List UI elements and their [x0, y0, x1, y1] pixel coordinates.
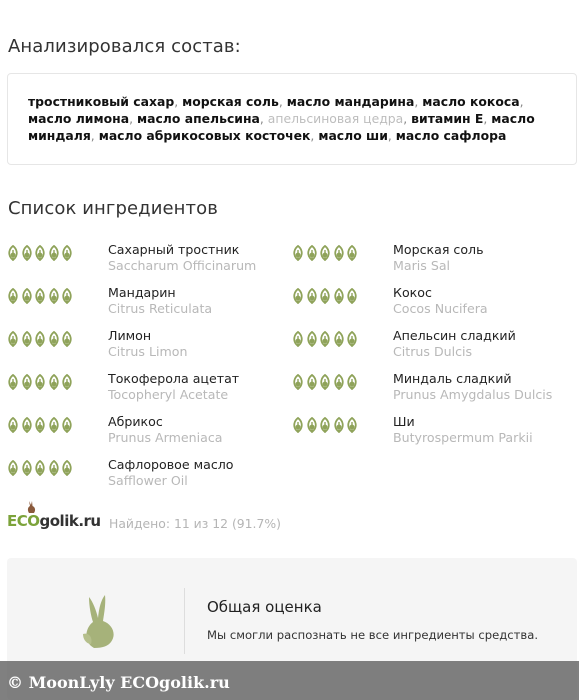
- leaf-icon: [346, 374, 358, 390]
- composition-item: масло лимона: [28, 111, 130, 126]
- composition-separator: ,: [129, 111, 134, 126]
- composition-separator: ,: [519, 94, 524, 109]
- ingredient-latin: Safflower Oil: [108, 473, 188, 488]
- leaf-icon: [21, 417, 33, 433]
- logo-golik: golik.ru: [39, 512, 101, 530]
- ingredient-item[interactable]: [7, 285, 287, 325]
- leaf-icon: [34, 417, 46, 433]
- leaf-icon: [319, 331, 331, 347]
- leaf-icon: [61, 417, 73, 433]
- ingredient-latin: Tocopheryl Acetate: [108, 387, 229, 402]
- ingredient-name: Морская соль: [393, 242, 484, 257]
- leaf-icon: [346, 417, 358, 433]
- found-count: Найдено: 11 из 12 (91.7%): [109, 516, 281, 531]
- leaf-icon: [48, 288, 60, 304]
- leaf-icon: [319, 288, 331, 304]
- rating-leaves: [7, 417, 75, 433]
- ingredient-name: Ши: [393, 414, 415, 429]
- leaf-icon: [292, 288, 304, 304]
- leaf-icon: [346, 245, 358, 261]
- composition-item: апельсиновая цедра: [267, 111, 404, 126]
- leaf-icon: [7, 331, 19, 347]
- leaf-icon: [7, 374, 19, 390]
- leaf-icon: [48, 417, 60, 433]
- rating-leaves: [292, 374, 360, 390]
- leaf-icon: [319, 245, 331, 261]
- composition-separator: ,: [414, 94, 419, 109]
- leaf-icon: [61, 288, 73, 304]
- ingredient-name: Сафлоровое масло: [108, 457, 234, 472]
- logo-eco: ECO: [7, 512, 40, 530]
- ecogolik-logo[interactable]: [7, 502, 101, 532]
- composition-item: масло сафлора: [395, 128, 507, 143]
- leaf-icon: [346, 288, 358, 304]
- composition-separator: ,: [90, 128, 95, 143]
- ingredient-latin: Prunus Armeniaca: [108, 430, 223, 445]
- rating-leaves: [292, 417, 360, 433]
- leaf-icon: [306, 417, 318, 433]
- composition-item: масло апельсина: [136, 111, 260, 126]
- composition-item: витамин Е: [411, 111, 484, 126]
- composition-separator: ,: [278, 94, 283, 109]
- leaf-icon: [21, 288, 33, 304]
- leaf-icon: [306, 245, 318, 261]
- leaf-icon: [333, 288, 345, 304]
- watermark-text: © MoonLyly ECOgolik.ru: [7, 673, 230, 692]
- composition-separator: ,: [174, 94, 179, 109]
- leaf-icon: [306, 374, 318, 390]
- leaf-icon: [7, 288, 19, 304]
- leaf-icon: [61, 331, 73, 347]
- ingredient-latin: Cocos Nucifera: [393, 301, 488, 316]
- leaf-icon: [319, 374, 331, 390]
- composition-separator: ,: [483, 111, 488, 126]
- leaf-icon: [7, 460, 19, 476]
- leaf-icon: [61, 245, 73, 261]
- ingredient-item[interactable]: [292, 285, 572, 325]
- leaf-icon: [292, 331, 304, 347]
- leaf-icon: [34, 288, 46, 304]
- ingredient-latin: Butyrospermum Parkii: [393, 430, 533, 445]
- ingredient-latin: Citrus Dulcis: [393, 344, 473, 359]
- rating-leaves: [7, 331, 75, 347]
- ingredient-name: Абрикос: [108, 414, 163, 429]
- ingredient-name: Кокос: [393, 285, 432, 300]
- composition-item: тростниковый сахар: [28, 94, 175, 109]
- leaf-icon: [48, 374, 60, 390]
- ingredient-item[interactable]: [7, 414, 287, 454]
- rating-leaves: [292, 288, 360, 304]
- leaf-icon: [48, 331, 60, 347]
- leaf-icon: [34, 460, 46, 476]
- rating-leaves: [7, 245, 75, 261]
- leaf-icon: [21, 374, 33, 390]
- ingredient-name: Лимон: [108, 328, 152, 343]
- leaf-icon: [21, 245, 33, 261]
- ingredient-item[interactable]: [7, 328, 287, 368]
- ingredient-item[interactable]: [7, 457, 287, 497]
- ingredient-name: Токоферола ацетат: [108, 371, 240, 386]
- leaf-icon: [48, 245, 60, 261]
- leaf-icon: [292, 374, 304, 390]
- rating-leaves: [7, 288, 75, 304]
- leaf-icon: [346, 331, 358, 347]
- ingredient-latin: Saccharum Officinarum: [108, 258, 257, 273]
- ingredient-latin: Citrus Reticulata: [108, 301, 213, 316]
- composition-item: масло ши: [318, 128, 388, 143]
- leaf-icon: [34, 245, 46, 261]
- ingredient-item[interactable]: [292, 371, 572, 411]
- leaf-icon: [333, 374, 345, 390]
- composition-item: морская соль: [182, 94, 279, 109]
- leaf-icon: [61, 460, 73, 476]
- leaf-icon: [333, 331, 345, 347]
- leaf-icon: [34, 331, 46, 347]
- leaf-icon: [319, 417, 331, 433]
- leaf-icon: [61, 374, 73, 390]
- leaf-icon: [306, 331, 318, 347]
- ingredient-latin: Prunus Amygdalus Dulcis: [393, 387, 553, 402]
- rating-leaves: [7, 374, 75, 390]
- composition-box: [7, 73, 577, 165]
- ingredient-name: Апельсин сладкий: [393, 328, 516, 343]
- ingredient-item[interactable]: [292, 414, 572, 454]
- leaf-icon: [21, 460, 33, 476]
- score-text: Мы смогли распознать не все ингредиенты средства.: [207, 628, 539, 642]
- analyzed-title: Анализировался состав:: [8, 36, 241, 57]
- composition-item: масло мандарина: [286, 94, 415, 109]
- ingredient-item[interactable]: [292, 242, 572, 282]
- leaf-icon: [7, 417, 19, 433]
- score-divider: [184, 588, 185, 654]
- composition-separator: ,: [403, 111, 408, 126]
- ingredient-name: Сахарный тростник: [108, 242, 240, 257]
- leaf-icon: [292, 245, 304, 261]
- rating-leaves: [292, 331, 360, 347]
- ingredient-item[interactable]: [7, 242, 287, 282]
- composition-separator: ,: [387, 128, 392, 143]
- ingredient-item[interactable]: [7, 371, 287, 411]
- leaf-icon: [21, 331, 33, 347]
- leaf-icon: [306, 288, 318, 304]
- leaf-icon: [48, 460, 60, 476]
- ingredients-title: Список ингредиентов: [8, 198, 218, 219]
- bunny-icon: [79, 594, 123, 650]
- leaf-icon: [333, 245, 345, 261]
- composition-item: масло абрикосовых косточек: [98, 128, 311, 143]
- score-title: Общая оценка: [207, 598, 322, 616]
- leaf-icon: [292, 417, 304, 433]
- composition-separator: ,: [259, 111, 264, 126]
- rating-leaves: [292, 245, 360, 261]
- ingredient-name: Миндаль сладкий: [393, 371, 512, 386]
- leaf-icon: [34, 374, 46, 390]
- leaf-icon: [333, 417, 345, 433]
- composition-item: масло миндаля: [28, 111, 535, 143]
- composition-item: масло кокоса: [422, 94, 520, 109]
- leaf-icon: [7, 245, 19, 261]
- ingredient-latin: Maris Sal: [393, 258, 451, 273]
- ingredient-name: Мандарин: [108, 285, 176, 300]
- rating-leaves: [7, 460, 75, 476]
- ingredient-latin: Citrus Limon: [108, 344, 188, 359]
- composition-separator: ,: [310, 128, 315, 143]
- ingredient-item[interactable]: [292, 328, 572, 368]
- watermark-bar: [0, 661, 579, 700]
